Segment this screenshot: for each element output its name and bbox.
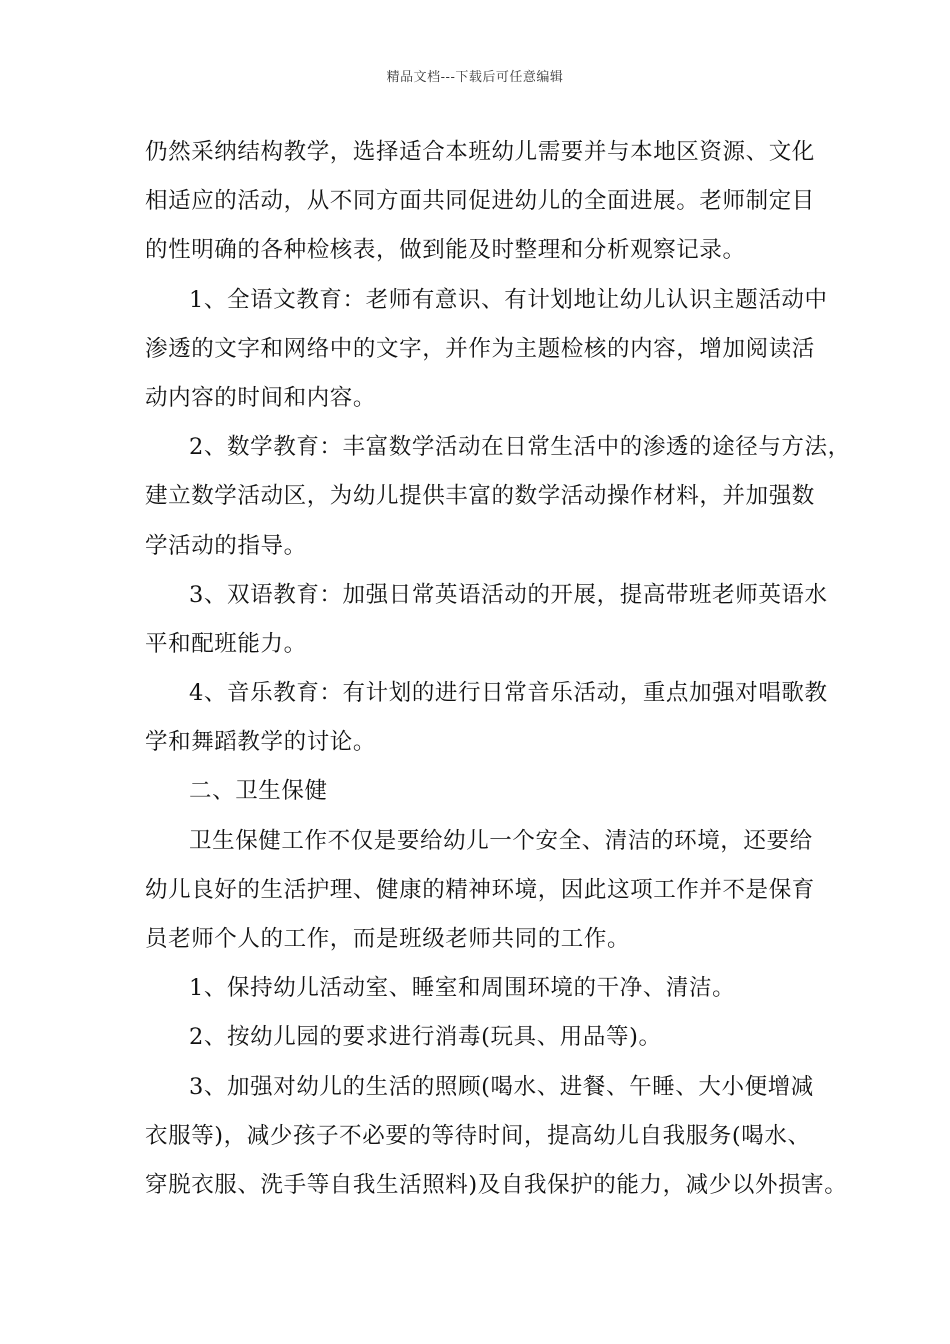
text-line: 3、双语教育：加强日常英语活动的开展，提高带班老师英语水 [189, 581, 828, 608]
text-line: 2、按幼儿园的要求进行消毒(玩具、用品等)。 [189, 1024, 662, 1051]
section-heading: 二、卫生保健 [189, 778, 328, 805]
text-line: 4、音乐教育：有计划的进行日常音乐活动，重点加强对唱歌教 [189, 680, 828, 707]
text-line: 建立数学活动区，为幼儿提供丰富的数学活动操作材料，并加强数 [145, 483, 815, 510]
text-line: 的性明确的各种检核表，做到能及时整理和分析观察记录。 [145, 237, 746, 264]
text-line: 2、数学教育：丰富数学活动在日常生活中的渗透的途径与方法， [189, 434, 851, 461]
text-line: 学活动的指导。 [145, 532, 307, 559]
text-line: 3、加强对幼儿的生活的照顾(喝水、进餐、午睡、大小便增减 [189, 1073, 814, 1100]
text-line: 平和配班能力。 [145, 630, 307, 657]
text-line: 渗透的文字和网络中的文字，并作为主题检核的内容，增加阅读活 [145, 335, 815, 362]
text-line: 卫生保健工作不仅是要给幼儿一个安全、清洁的环境，还要给 [189, 827, 813, 854]
text-line: 1、全语文教育：老师有意识、有计划地让幼儿认识主题活动中 [189, 286, 828, 313]
text-line: 动内容的时间和内容。 [145, 384, 377, 411]
text-line: 员老师个人的工作，而是班级老师共同的工作。 [145, 926, 631, 952]
text-line: 穿脱衣服、洗手等自我生活照料)及自我保护的能力，减少以外损害。 [145, 1171, 848, 1198]
text-line: 仍然采纳结构教学，选择适合本班幼儿需要并与本地区资源、文化 [145, 139, 815, 165]
page-header: 精品文档---下载后可任意编辑 [386, 70, 564, 85]
text-line: 幼儿良好的生活护理、健康的精神环境，因此这项工作并不是保育 [145, 876, 815, 903]
text-line: 衣服等)，减少孩子不必要的等待时间，提高幼儿自我服务(喝水、 [145, 1122, 811, 1149]
text-line: 学和舞蹈教学的讨论。 [145, 729, 377, 756]
text-line: 相适应的活动，从不同方面共同促进幼儿的全面进展。老师制定目 [145, 188, 815, 215]
text-line: 1、保持幼儿活动室、睡室和周围环境的干净、清洁。 [189, 975, 736, 1002]
document-body [145, 131, 851, 1213]
